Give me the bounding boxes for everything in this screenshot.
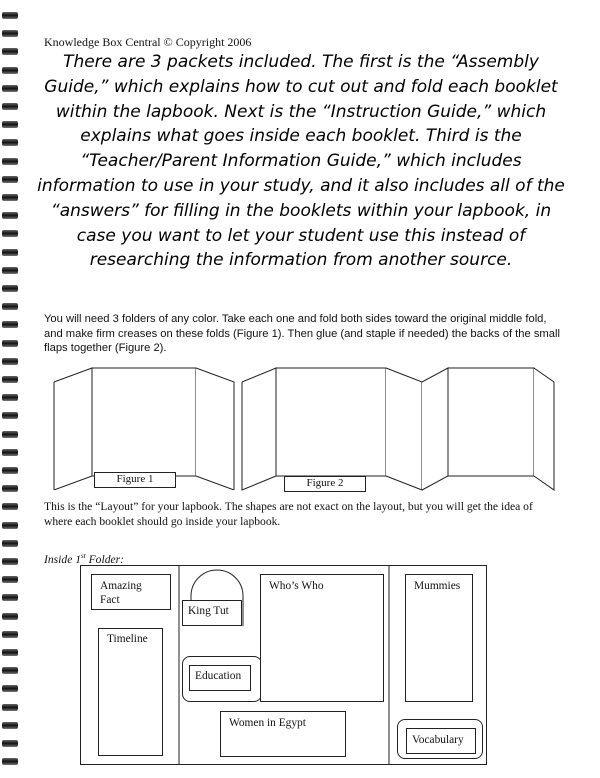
spiral-coil <box>2 576 18 583</box>
spiral-coil <box>2 249 18 256</box>
education-box <box>189 665 251 691</box>
folder-label-prefix: Inside 1 <box>44 552 82 566</box>
spiral-coil <box>2 631 18 638</box>
whos-who-box <box>260 574 384 702</box>
figure-2-drawing <box>238 362 568 494</box>
spiral-coil <box>2 376 18 383</box>
king-tut-box <box>182 600 242 626</box>
folder-label-suffix: Folder: <box>85 552 125 566</box>
folder-layout <box>80 565 487 765</box>
figure-1-drawing <box>44 362 244 490</box>
spiral-coil <box>2 503 18 510</box>
spiral-coil <box>2 685 18 692</box>
instructions-paragraph: You will need 3 folders of any color. Take each one and fold both sides toward the original middle fold, and make firm creases on these folds (Figure 1). Then glue (and staple if needed) the backs of the small flaps together (Figure 2). <box>44 313 560 354</box>
amazing-fact-label: Amazing Fact <box>100 580 142 606</box>
spiral-coil <box>2 321 18 328</box>
figure-1-label: Figure 1 <box>94 472 176 488</box>
spiral-coil <box>2 558 18 565</box>
spiral-coil <box>2 394 18 401</box>
spiral-coil <box>2 485 18 492</box>
spiral-coil <box>2 740 18 747</box>
spiral-coil <box>2 212 18 219</box>
amazing-fact-box <box>91 574 171 610</box>
copyright-line: Knowledge Box Central © Copyright 2006 <box>44 35 252 49</box>
spiral-coil <box>2 139 18 146</box>
whos-who-label: Who’s Who <box>269 580 324 592</box>
king-tut-label: King Tut <box>188 605 229 617</box>
spiral-coil <box>2 103 18 110</box>
spiral-coil <box>2 358 18 365</box>
spiral-coil <box>2 303 18 310</box>
spiral-coil <box>2 267 18 274</box>
mummies-label: Mummies <box>414 580 461 592</box>
folder-label-sup: st <box>81 552 86 560</box>
spiral-coil <box>2 121 18 128</box>
women-in-egypt-box <box>220 711 346 757</box>
spiral-coil <box>2 285 18 292</box>
timeline-label: Timeline <box>107 633 148 645</box>
spiral-coil <box>2 340 18 347</box>
spiral-coil <box>2 522 18 529</box>
spiral-coil <box>2 722 18 729</box>
vocabulary-box <box>406 728 476 754</box>
layout-intro-paragraph: This is the “Layout” for your lapbook. The shapes are not exact on the layout, but you will get the idea of where each booklet should go inside your lapbook. <box>44 500 533 528</box>
spiral-coil <box>2 48 18 55</box>
spiral-coil <box>2 194 18 201</box>
spiral-coil <box>2 449 18 456</box>
spiral-coil <box>2 667 18 674</box>
spiral-coil <box>2 30 18 37</box>
women-in-egypt-label: Women in Egypt <box>229 717 306 729</box>
spiral-coil <box>2 704 18 711</box>
spiral-coil <box>2 758 18 765</box>
spiral-coil <box>2 230 18 237</box>
timeline-box <box>98 628 163 756</box>
spiral-coil <box>2 594 18 601</box>
mummies-box <box>405 574 473 702</box>
spiral-binding <box>0 0 24 778</box>
figure-1 <box>44 362 244 490</box>
spiral-coil <box>2 12 18 19</box>
spiral-coil <box>2 467 18 474</box>
vocabulary-label: Vocabulary <box>412 734 464 746</box>
spiral-coil <box>2 67 18 74</box>
spiral-coil <box>2 176 18 183</box>
spiral-coil <box>2 431 18 438</box>
spiral-coil <box>2 649 18 656</box>
spiral-coil <box>2 158 18 165</box>
intro-paragraph: There are 3 packets included. The first is the “Assembly Guide,” which explains how to cut out and fold each booklet within the lapbook. Next is the “Instruction Guide,” which explains what goes inside each booklet. Third is the “Teacher/Parent Information Guide,” which includes information to use in your study, and it also includes all of the “answers” for filling in the booklets within your lapbook, in case you want to let your student use this instead of researching the information from another source. <box>37 52 565 271</box>
spiral-coil <box>2 613 18 620</box>
education-label: Education <box>195 670 242 682</box>
spiral-coil <box>2 85 18 92</box>
folder-label <box>44 552 124 566</box>
spiral-coil <box>2 540 18 547</box>
figure-2 <box>238 362 568 494</box>
figure-2-label: Figure 2 <box>284 476 366 492</box>
spiral-coil <box>2 412 18 419</box>
